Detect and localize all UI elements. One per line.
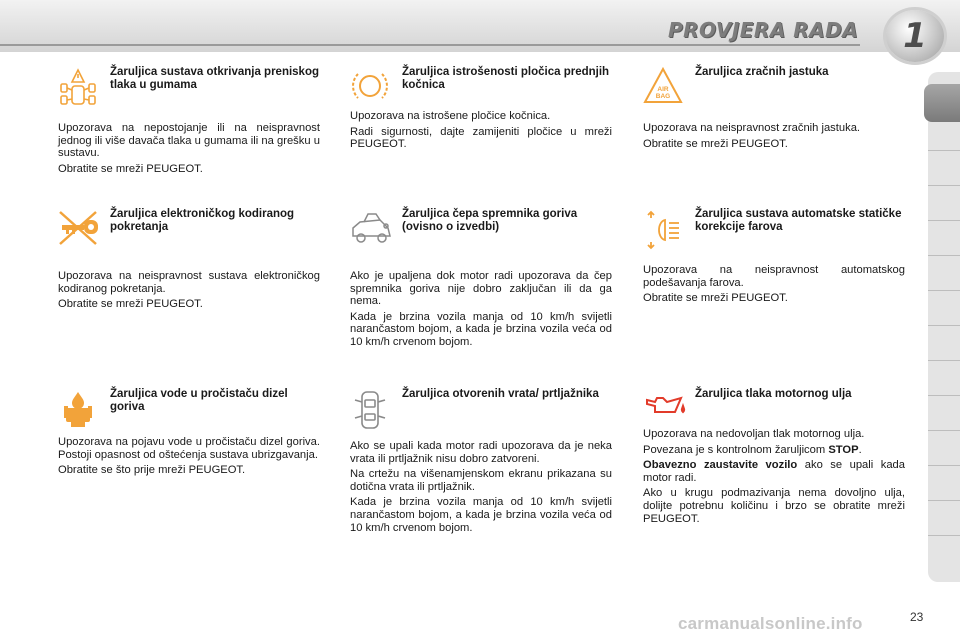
block-paragraph: Na crtežu na višenamjenskom ekranu prikazana su dotična vrata ili prtljažnik.	[350, 468, 612, 493]
block-paragraph: Ako se upali kada motor radi upozorava da je neka vrata ili prtljažnik nisu dobro zatvoreni.	[350, 440, 612, 465]
block-body	[58, 122, 320, 178]
block-body	[350, 440, 612, 537]
block-paragraph: Upozorava na nepostojanje ili na neispravnost jednog ili više davača tlaka u gumama ili na grešku u sustavu.	[58, 122, 320, 160]
brake-pad-icon	[350, 66, 390, 106]
block-paragraph: Obratite se mreži PEUGEOT.	[58, 298, 203, 311]
water-in-diesel-icon	[58, 388, 98, 428]
stop-label: STOP	[828, 443, 859, 456]
block-body	[643, 428, 905, 528]
side-tab-divider	[928, 290, 960, 291]
block-paragraph: Kada je brzina vozila manja od 10 km/h svijetli narančastom bojom, a kada je brzina vozila veća od 10 km/h crvenom bojom.	[350, 496, 612, 534]
block-body	[643, 264, 905, 308]
side-tab-divider	[928, 430, 960, 431]
svg-text:AIR: AIR	[657, 86, 669, 93]
immobiliser-key-icon	[58, 208, 98, 248]
watermark: carmanualsonline.info	[678, 614, 863, 633]
block-body	[58, 436, 320, 480]
block-paragraph: Obratite se mreži PEUGEOT.	[58, 162, 203, 175]
side-tab-divider	[928, 360, 960, 361]
block-body	[350, 270, 612, 352]
block-paragraph: Upozorava na pojavu vode u pročistaču dizel goriva. Postoji opasnost od oštećenja sustava ubrizgavanja.	[58, 436, 320, 461]
side-tab-divider	[928, 255, 960, 256]
block-title: Žaruljica sustava otkrivanja preniskog tlaka u gumama	[110, 66, 319, 91]
block-paragraph: Kada je brzina vozila manja od 10 km/h svijetli narančastom bojom, a kada je brzina vozila veća od 10 km/h crvenom bojom.	[350, 310, 612, 348]
fuel-cap-icon	[350, 208, 390, 248]
emphasis-text: Obavezno zaustavite vozilo	[643, 459, 798, 472]
block-title: Žaruljica tlaka motornog ulja	[695, 388, 852, 400]
svg-text:BAG: BAG	[655, 93, 671, 100]
block-paragraph: Upozorava na nedovoljan tlak motornog ulja.	[643, 428, 865, 440]
block-body	[643, 122, 905, 153]
block-body	[58, 270, 320, 314]
text-span: .	[858, 443, 862, 456]
side-tab-strip	[928, 72, 960, 582]
block-paragraph: Radi sigurnosti, dajte zamijeniti pločice u mreži PEUGEOT.	[350, 125, 612, 151]
block-paragraph	[643, 459, 905, 484]
headlamp-levelling-icon	[643, 208, 683, 248]
block-paragraph: Obratite se mreži PEUGEOT.	[643, 137, 788, 150]
side-tab-divider	[928, 465, 960, 466]
block-paragraph: Upozorava na neispravnost zračnih jastuka.	[643, 122, 861, 134]
side-tab-divider	[928, 325, 960, 326]
side-tab-divider	[928, 395, 960, 396]
page-title: PROVJERA RADA	[668, 18, 859, 42]
block-paragraph: Upozorava na neispravnost sustava elektroničkog kodiranog pokretanja.	[58, 270, 320, 295]
page-number: 23	[910, 610, 924, 624]
side-tab-divider	[928, 500, 960, 501]
tyre-pressure-icon	[58, 66, 98, 106]
text-span: Povezana je s kontrolnom žaruljicom	[643, 443, 829, 456]
block-title: Žaruljica zračnih jastuka	[695, 66, 829, 78]
block-title: Žaruljica sustava automatske statičke korekcije farova	[695, 208, 902, 233]
side-tab-divider	[928, 535, 960, 536]
header-rule	[0, 44, 860, 46]
block-body	[350, 110, 612, 154]
block-paragraph: Upozorava na neispravnost automatskog podešavanja farova.	[643, 264, 905, 289]
block-title: Žaruljica čepa spremnika goriva (ovisno o izvedbi)	[402, 208, 578, 233]
side-tab-active[interactable]	[924, 84, 960, 122]
chapter-badge: 1	[886, 10, 944, 62]
block-paragraph	[643, 444, 905, 457]
airbag-icon	[643, 66, 683, 106]
block-title: Žaruljica otvorenih vrata/ prtljažnika	[402, 388, 599, 400]
oil-pressure-icon	[643, 388, 683, 428]
block-paragraph: Ako je upaljena dok motor radi upozorava da čep spremnika goriva nije dobro zaključan ili da ga nema.	[350, 270, 612, 308]
side-tab-divider	[928, 220, 960, 221]
block-paragraph: Ako u krugu podmazivanja nema dovoljno ulja, dolijte potrebnu količinu i brzo se obratite mreži PEUGEOT.	[643, 487, 905, 525]
block-title: Žaruljica istrošenosti pločica prednjih kočnica	[402, 66, 610, 91]
block-paragraph: Obratite se mreži PEUGEOT.	[643, 292, 788, 305]
text-span: ako se upali kada motor radi.	[643, 459, 906, 484]
block-title: Žaruljica elektroničkog kodiranog pokretanja	[110, 208, 295, 233]
side-tab-divider	[928, 185, 960, 186]
side-tab-divider	[928, 150, 960, 151]
door-open-icon	[350, 388, 390, 428]
block-paragraph: Obratite se što prije mreži PEUGEOT.	[58, 464, 246, 477]
block-paragraph: Upozorava na istrošene pločice kočnica.	[350, 110, 551, 122]
block-title: Žaruljica vode u pročistaču dizel goriva	[110, 388, 288, 413]
